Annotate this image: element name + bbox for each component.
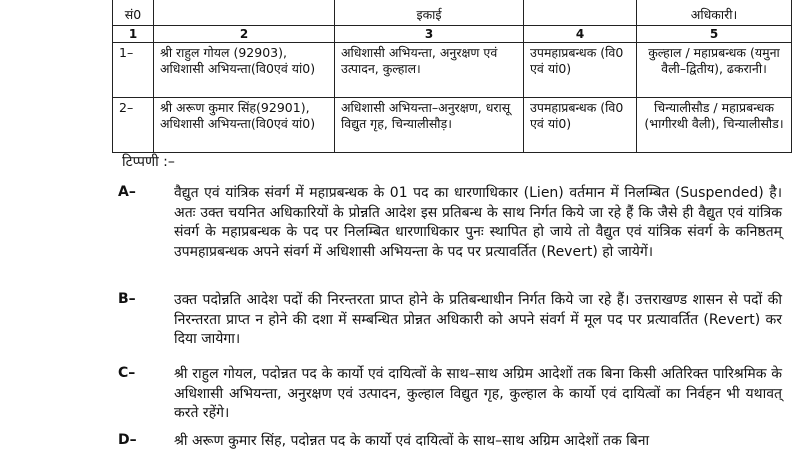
note-paragraph-d bbox=[118, 432, 782, 452]
header-cell-sn: सं0 bbox=[113, 0, 154, 26]
row-post: उपमहाप्रबन्धक (वि0 एवं यां0) bbox=[524, 98, 637, 153]
notes-heading: टिप्पणी :– bbox=[122, 154, 175, 170]
row-name: श्री राहुल गोयल (92903), अधिशासी अभियन्ता(वि0एवं यां0) bbox=[154, 43, 335, 98]
note-paragraph-c bbox=[118, 365, 782, 424]
row-unit: अधिशासी अभियन्ता–अनुरक्षण, धरासू विद्युत गृह, चिन्यालीसौड़। bbox=[335, 98, 524, 153]
table-header-row bbox=[113, 0, 792, 26]
col-number: 4 bbox=[524, 26, 637, 43]
row-serial: 2– bbox=[113, 98, 154, 153]
table-column-number-row bbox=[113, 26, 792, 43]
note-label: B– bbox=[118, 291, 136, 307]
table-row bbox=[113, 43, 792, 98]
header-cell-post bbox=[524, 0, 637, 26]
col-number: 5 bbox=[637, 26, 792, 43]
row-serial: 1– bbox=[113, 43, 154, 98]
note-label: C– bbox=[118, 365, 136, 381]
row-officer: कुल्हाल / महाप्रबन्धक (यमुना वैली–द्वितीय), ढकरानी। bbox=[637, 43, 792, 98]
note-text: वैद्युत एवं यांत्रिक संवर्ग में महाप्रबन्धक के 01 पद का धारणाधिकार (Lien) वर्तमान में निलम्बित (Suspended) है। अतः उक्त चयनित अधिकारियों के प्रोन्नति आदेश इस प्रतिबन्ध के साथ निर्गत किये जा रहे हैं कि जैसे ही वैद्युत एवं यांत्रिक संवर्ग के महाप्रबन्धक के पद पर निलम्बित धारणाधिकार पुनः स्थापित हो जाये तो वैद्युत एवं यांत्रिक संवर्ग के कनिष्ठतम् उपमहाप्रबन्धक अपने संवर्ग में अधिशासी अभियन्ता के पद पर प्रत्यावर्तित (Revert) हो जायेगें। bbox=[174, 185, 782, 260]
table-row bbox=[113, 98, 792, 153]
row-unit: अधिशासी अभियन्ता, अनुरक्षण एवं उत्पादन, कुल्हाल। bbox=[335, 43, 524, 98]
row-post: उपमहाप्रबन्धक (वि0 एवं यां0) bbox=[524, 43, 637, 98]
header-cell-name bbox=[154, 0, 335, 26]
note-paragraph-b bbox=[118, 291, 782, 350]
col-number: 3 bbox=[335, 26, 524, 43]
note-label: A– bbox=[118, 184, 136, 200]
note-text: उक्त पदोन्नति आदेश पदों की निरन्तरता प्राप्त होने के प्रतिबन्धाधीन निर्गत किये जा रहे हैं। उत्तराखण्ड शासन से पदों की निरन्तरता प्राप्त न होने की दशा में सम्बन्धित प्रोन्नत अधिकारी को अपने संवर्ग में मूल पद पर प्रत्यावर्तित (Revert) कर दिया जायेगा। bbox=[174, 292, 782, 347]
header-cell-officer: अधिकारी। bbox=[637, 0, 792, 26]
col-number: 1 bbox=[113, 26, 154, 43]
row-officer: चिन्यालीसौड / महाप्रबन्धक (भागीरथी वैली), चिन्यालीसौड। bbox=[637, 98, 792, 153]
note-text: श्री राहुल गोयल, पदोन्नत पद के कार्यो एवं दायित्वों के साथ–साथ अग्रिम आदेशों तक बिना किसी अतिरिक्त पारिश्रमिक के अधिशासी अभियन्ता, अनुरक्षण एवं उत्पादन, कुल्हाल विद्युत गृह, कुल्हाल के कार्यो एवं दायित्वों का निर्वहन भी यथावत् करते रहेंगे। bbox=[174, 366, 782, 421]
note-label: D– bbox=[118, 432, 137, 448]
header-cell-unit: इकाई bbox=[335, 0, 524, 26]
note-paragraph-a bbox=[118, 184, 782, 262]
col-number: 2 bbox=[154, 26, 335, 43]
promotion-table bbox=[112, 0, 792, 153]
note-text: श्री अरूण कुमार सिंह, पदोन्नत पद के कार्यो एवं दायित्वों के साथ–साथ अग्रिम आदेशों तक बिना bbox=[174, 433, 650, 449]
row-name: श्री अरूण कुमार सिंह(92901), अधिशासी अभियन्ता(वि0एवं यां0) bbox=[154, 98, 335, 153]
